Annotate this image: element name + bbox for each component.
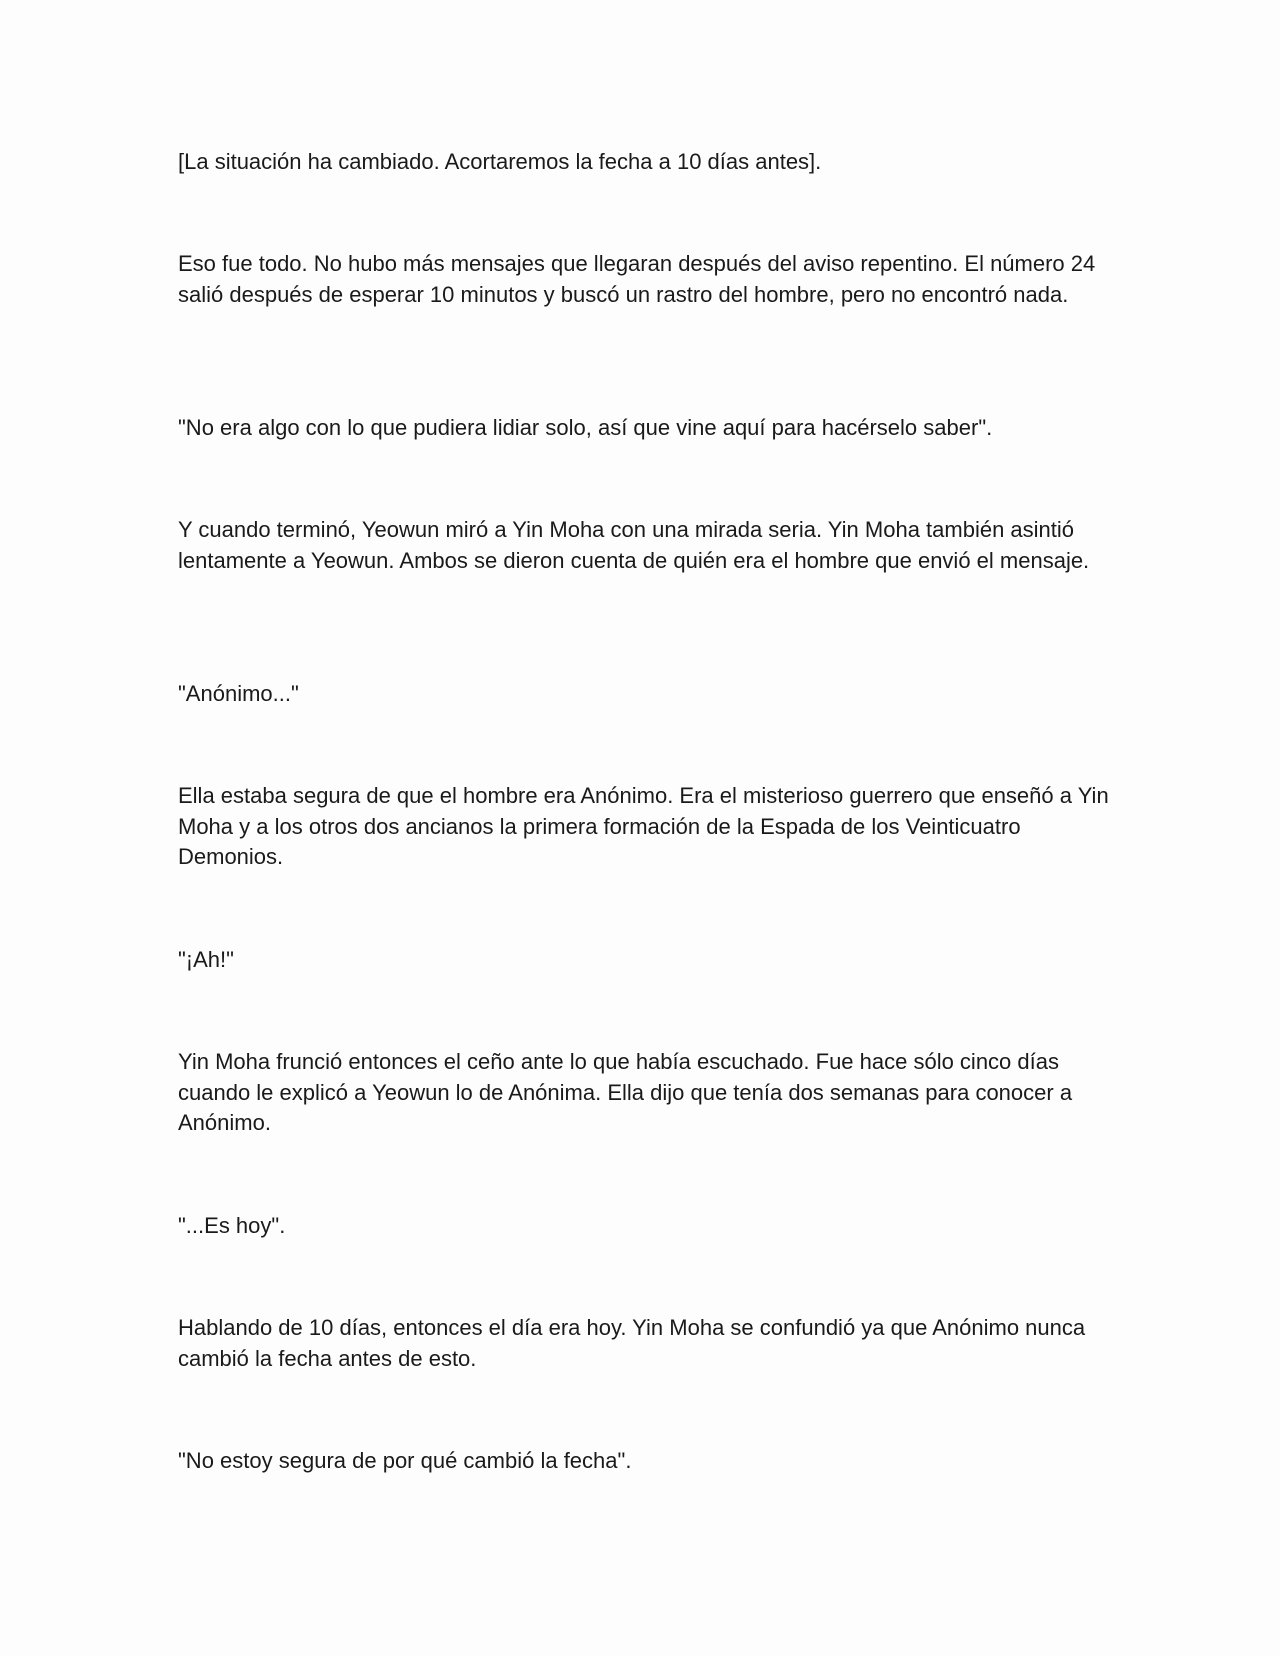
paragraph-7: "¡Ah!" bbox=[178, 947, 234, 972]
paragraph-9: "...Es hoy". bbox=[178, 1213, 286, 1238]
paragraph-4: Y cuando terminó, Yeowun miró a Yin Moha con una mirada seria. Yin Moha también asintió lentamente a Yeowun. Ambos se dieron cuenta de quién era el hombre que envió el mensaje. bbox=[178, 517, 1090, 573]
paragraph-10: Hablando de 10 días, entonces el día era hoy. Yin Moha se confundió ya que Anónimo nunca cambió la fecha antes de esto. bbox=[178, 1315, 1086, 1371]
paragraph-1: [La situación ha cambiado. Acortaremos la fecha a 10 días antes]. bbox=[178, 149, 822, 174]
paragraph-2: Eso fue todo. No hubo más mensajes que llegaran después del aviso repentino. El número 24 salió después de esperar 10 minutos y buscó un rastro del hombre, pero no encontró nada. bbox=[178, 251, 1096, 307]
paragraph-3: "No era algo con lo que pudiera lidiar solo, así que vine aquí para hacérselo saber". bbox=[178, 415, 993, 440]
paragraph-6: Ella estaba segura de que el hombre era Anónimo. Era el misterioso guerrero que enseñó a Yin Moha y a los otros dos ancianos la primera formación de la Espada de los Veinticuatro Demonios. bbox=[178, 783, 1109, 869]
paragraph-8: Yin Moha frunció entonces el ceño ante lo que había escuchado. Fue hace sólo cinco días cuando le explicó a Yeowun lo de Anónima. Ella dijo que tenía dos semanas para conocer a Anónimo. bbox=[178, 1049, 1073, 1135]
paragraph-5: "Anónimo..." bbox=[178, 681, 299, 706]
paragraph-11: "No estoy segura de por qué cambió la fecha". bbox=[178, 1448, 632, 1473]
